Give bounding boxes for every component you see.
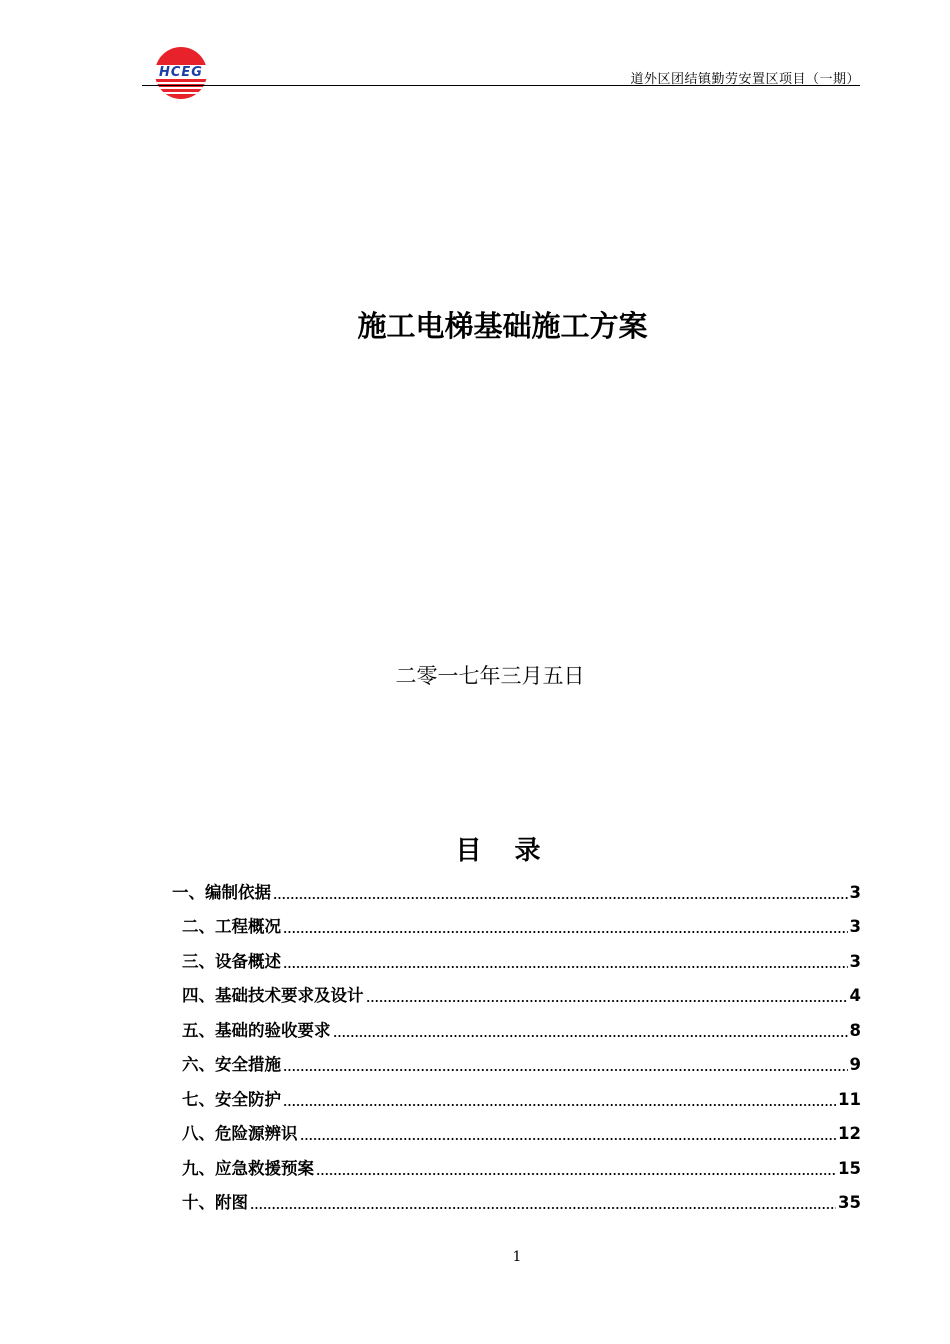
toc-heading: 目 录	[455, 836, 553, 866]
toc-leader-dots	[283, 949, 848, 969]
toc-entry-page: 12	[838, 1124, 861, 1143]
toc-entry[interactable]	[182, 1154, 861, 1184]
toc-entry-label: 十、附图	[182, 1193, 248, 1212]
toc-leader-dots	[250, 1190, 836, 1210]
toc-entry[interactable]	[182, 912, 861, 942]
toc-entry-label: 一、编制依据	[172, 883, 271, 902]
document-date: 二零一七年三月五日	[395, 664, 585, 688]
toc-entry-label: 七、安全防护	[182, 1090, 281, 1109]
toc-entry-page: 3	[849, 883, 861, 902]
toc-entry[interactable]	[182, 1016, 861, 1046]
toc-entry-label: 八、危险源辨识	[182, 1124, 298, 1143]
toc-entry[interactable]	[182, 981, 861, 1011]
toc-entry-page: 35	[838, 1193, 861, 1212]
toc-entry-page: 3	[849, 952, 861, 971]
company-logo	[148, 42, 214, 104]
toc-leader-dots	[283, 914, 848, 934]
toc-leader-dots	[283, 1087, 836, 1107]
toc-entry[interactable]	[172, 878, 861, 908]
page-number: 1	[512, 1249, 522, 1265]
toc-entry[interactable]	[182, 1188, 861, 1218]
toc-entry[interactable]	[182, 1050, 861, 1080]
toc-entry-page: 8	[849, 1021, 861, 1040]
header-project-name: 道外区团结镇勤劳安置区项目（一期）	[630, 72, 860, 87]
toc-entry-page: 3	[849, 917, 861, 936]
toc-entry[interactable]	[182, 1085, 861, 1115]
toc-entry[interactable]	[182, 1119, 861, 1149]
toc-entry-label: 四、基础技术要求及设计	[182, 986, 364, 1005]
toc-entry[interactable]	[182, 947, 861, 977]
toc-leader-dots	[333, 1018, 848, 1038]
toc-entry-label: 九、应急救援预案	[182, 1159, 314, 1178]
logo-text: HCEG	[159, 65, 203, 80]
toc-entry-label: 六、安全措施	[182, 1055, 281, 1074]
toc-leader-dots	[283, 1052, 848, 1072]
toc-leader-dots	[273, 880, 848, 900]
document-title: 施工电梯基础施工方案	[357, 309, 648, 343]
toc-entry-label: 二、工程概况	[182, 917, 281, 936]
toc-entry-page: 11	[838, 1090, 861, 1109]
toc-entry-page: 4	[849, 986, 861, 1005]
toc-leader-dots	[366, 983, 848, 1003]
toc-leader-dots	[316, 1156, 836, 1176]
toc-entry-label: 五、基础的验收要求	[182, 1021, 331, 1040]
header-divider	[142, 85, 860, 86]
toc-entry-label: 三、设备概述	[182, 952, 281, 971]
toc-leader-dots	[300, 1121, 837, 1141]
toc-entry-page: 15	[838, 1159, 861, 1178]
toc-entry-page: 9	[849, 1055, 861, 1074]
